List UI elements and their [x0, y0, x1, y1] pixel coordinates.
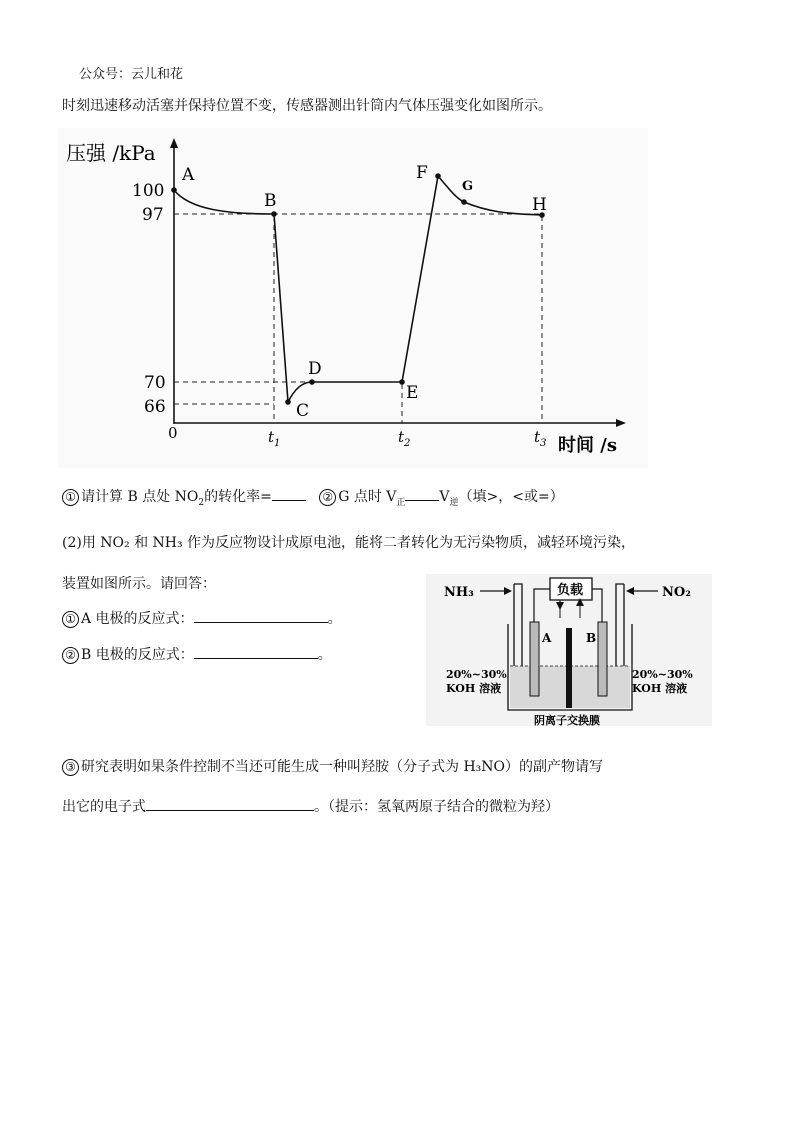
point-e	[399, 379, 405, 385]
point-a	[171, 187, 177, 193]
point-c	[285, 399, 291, 405]
electrode-b-label: B	[586, 631, 597, 645]
right-solution-2: KOH 溶液	[632, 682, 688, 695]
q3-line2-suffix: 。（提示：氢氧两原子结合的微粒为羟）	[314, 799, 559, 815]
question-1-line: ① 请计算 B 点处 $NO_2$的转化率= ② G 点时 $V_正$ $V_逆$（填>，<或=）	[62, 486, 564, 508]
electrode-a-label: A	[542, 631, 552, 645]
no2-label: NO₂	[662, 585, 691, 600]
left-solution-1: 20%~30%	[446, 668, 507, 681]
point-d	[309, 379, 315, 385]
label-c: C	[296, 401, 310, 421]
q1-blank-1[interactable]	[272, 486, 306, 501]
electrode-b	[598, 622, 607, 696]
intro-text: 时刻迅速移动活塞并保持位置不变，传感器测出针筒内气体压强变化如图所示。	[62, 98, 552, 114]
ytick-97: 97	[142, 205, 164, 225]
q3-number: ③	[62, 759, 79, 776]
q3-blank[interactable]	[146, 796, 314, 811]
electrode-a	[530, 622, 539, 696]
q3-line2-prefix: 出它的电子式	[62, 799, 146, 815]
q2-b-text: B 电极的反应式：	[81, 647, 194, 663]
q2-a-text: A 电极的反应式：	[81, 611, 194, 627]
q1-number-2: ②	[319, 489, 336, 506]
x-axis-label: 时间 /s	[558, 435, 617, 456]
q2-b-blank[interactable]	[194, 644, 318, 659]
q1-number-1: ①	[62, 489, 79, 506]
xtick-t3: $t_3$	[534, 428, 547, 449]
q2-b-line	[62, 644, 332, 664]
q1-part1-suffix: 的转化率=	[204, 489, 272, 505]
label-b: B	[264, 191, 277, 211]
q1-part1-prefix: 请计算 B 点处 NO	[81, 489, 199, 505]
q2-a-period: 。	[327, 611, 342, 627]
ytick-100: 100	[132, 181, 165, 201]
xtick-0: 0	[168, 424, 178, 442]
y-axis-label: 压强 /kPa	[66, 141, 156, 165]
membrane	[566, 628, 572, 708]
source-header: 公众号：云儿和花	[79, 67, 184, 82]
label-h: H	[532, 195, 547, 215]
ytick-70: 70	[144, 373, 166, 393]
label-e: E	[406, 383, 419, 403]
point-b	[271, 211, 277, 217]
load-label: 负载	[557, 583, 584, 598]
q2-b-period: 。	[317, 647, 332, 663]
q2-line2: 装置如图所示。请回答：	[62, 576, 216, 592]
label-g: G	[462, 179, 474, 194]
xtick-t2: $t_2$	[398, 428, 411, 449]
nh3-label: NH₃	[444, 585, 474, 600]
left-solution-2: KOH 溶液	[446, 682, 502, 695]
q1-sub-ni: 逆	[449, 497, 459, 508]
q1-sub-zheng: 正	[396, 497, 406, 508]
xtick-t1: $t_1$	[268, 428, 281, 449]
point-g	[461, 199, 467, 205]
fuel-cell-diagram	[426, 574, 712, 726]
right-solution-1: 20%~30%	[632, 668, 693, 681]
q3-line1-text: 研究表明如果条件控制不当还可能生成一种叫羟胺（分子式为 H₃NO）的副产物请写	[81, 759, 603, 775]
q2-line1: (2)用 NO₂ 和 NH₃ 作为反应物设计成原电池，能将二者转化为无污染物质，减轻环境污染，	[62, 535, 636, 551]
q3-line1	[62, 756, 603, 776]
q3-line2	[62, 796, 559, 816]
label-f: F	[416, 163, 428, 183]
label-a: A	[182, 165, 195, 185]
q2-a-line	[62, 608, 342, 628]
q2-a-number: ①	[62, 611, 79, 628]
ytick-66: 66	[144, 397, 166, 417]
point-f	[435, 173, 441, 179]
q2-a-blank[interactable]	[194, 608, 328, 623]
q1-part2-suffix: （填>，<或=）	[458, 489, 564, 505]
pressure-chart	[58, 128, 648, 468]
membrane-label: 阴离子交换膜	[534, 714, 600, 726]
q1-blank-2[interactable]	[405, 486, 439, 501]
label-d: D	[308, 359, 322, 379]
q2-b-number: ②	[62, 647, 79, 664]
q1-part2-prefix: G 点时 V	[338, 489, 397, 505]
